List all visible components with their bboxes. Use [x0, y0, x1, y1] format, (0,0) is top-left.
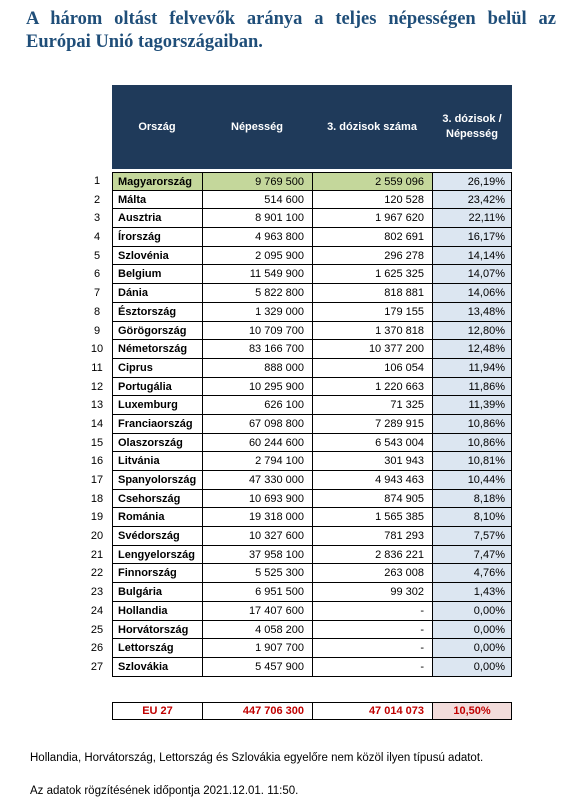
- doses-cell: 874 905: [312, 490, 432, 509]
- table-row: [90, 396, 512, 415]
- country-cell: Olaszország: [112, 434, 202, 453]
- row-index: 22: [90, 567, 104, 580]
- table-row: [93, 265, 512, 284]
- header-country: Ország: [138, 120, 176, 133]
- doses-cell: 2 559 096: [312, 172, 432, 191]
- ratio-cell: 11,39%: [432, 396, 512, 415]
- header-ratio-line2: Népesség: [446, 128, 498, 140]
- total-label: EU 27: [112, 702, 202, 720]
- row-index: 11: [91, 361, 103, 374]
- ratio-cell: 11,94%: [432, 359, 512, 378]
- ratio-cell: 14,07%: [432, 265, 512, 284]
- population-cell: 514 600: [202, 191, 312, 210]
- doses-cell: 99 302: [312, 583, 432, 602]
- doses-cell: 7 289 915: [312, 415, 432, 434]
- country-cell: Spanyolország: [112, 471, 202, 490]
- total-population: 447 706 300: [202, 702, 312, 720]
- row-index: 26: [90, 642, 104, 655]
- table-row: [93, 228, 512, 247]
- row-index: 17: [90, 474, 104, 486]
- doses-cell: 1 220 663: [312, 378, 432, 397]
- doses-cell: -: [312, 621, 432, 640]
- table-row: [90, 602, 512, 621]
- country-cell: Litvánia: [112, 452, 202, 471]
- country-cell: Lengyelország: [112, 546, 202, 565]
- table-row: [93, 322, 512, 341]
- table-row: [90, 434, 512, 453]
- row-index: 21: [90, 548, 104, 561]
- ratio-cell: 13,48%: [432, 303, 512, 322]
- header-ratio: [432, 85, 512, 169]
- table-row: [90, 415, 512, 434]
- table-body: [90, 172, 512, 677]
- country-cell: Málta: [112, 191, 202, 210]
- population-cell: 11 549 900: [202, 265, 312, 284]
- population-cell: 888 000: [202, 359, 312, 378]
- table-row: [93, 191, 512, 210]
- table-header: [112, 85, 512, 169]
- total-ratio: 10,50%: [432, 702, 512, 720]
- row-index: 14: [90, 417, 104, 430]
- population-cell: 83 166 700: [202, 340, 312, 359]
- doses-cell: 1 967 620: [312, 209, 432, 228]
- country-cell: Horvátország: [112, 621, 202, 640]
- country-cell: Hollandia: [112, 602, 202, 621]
- doses-cell: 818 881: [312, 284, 432, 303]
- population-cell: 10 295 900: [202, 378, 312, 397]
- population-cell: 10 327 600: [202, 527, 312, 546]
- table-row: [93, 303, 512, 322]
- table-row: [93, 209, 512, 228]
- table-row: [90, 452, 512, 471]
- doses-cell: 296 278: [312, 247, 432, 266]
- total-doses: 47 014 073: [312, 702, 432, 720]
- ratio-cell: 0,00%: [432, 602, 512, 621]
- table-row: [93, 284, 512, 303]
- row-index: 4: [93, 231, 101, 244]
- ratio-cell: 0,00%: [432, 639, 512, 658]
- table-row: [90, 639, 512, 658]
- population-cell: 10 709 700: [202, 322, 312, 341]
- country-cell: Luxemburg: [112, 396, 202, 415]
- country-cell: Franciaország: [112, 415, 202, 434]
- country-cell: Németország: [112, 340, 202, 359]
- table-row: [90, 583, 512, 602]
- row-index: 2: [93, 193, 101, 206]
- row-index: 7: [93, 287, 101, 300]
- country-cell: Belgium: [112, 265, 202, 284]
- row-index: 8: [93, 305, 101, 318]
- table-row: [90, 508, 512, 527]
- country-cell: Portugália: [112, 378, 202, 397]
- table-row: [93, 247, 512, 266]
- row-index: 20: [90, 530, 104, 543]
- footnote-missing-data: Hollandia, Horvátország, Lettország és Szlovákia egyelőre nem közöl ilyen típusú adatot.: [30, 752, 484, 764]
- table-row: [90, 546, 512, 565]
- country-cell: Ausztria: [112, 209, 202, 228]
- ratio-cell: 10,86%: [432, 434, 512, 453]
- population-cell: 60 244 600: [202, 434, 312, 453]
- country-cell: Görögország: [112, 322, 202, 341]
- country-cell: Románia: [112, 508, 202, 527]
- header-doses: 3. dózisok száma: [327, 120, 417, 133]
- doses-cell: -: [312, 602, 432, 621]
- row-index: 1: [93, 175, 101, 187]
- ratio-cell: 12,48%: [432, 340, 512, 359]
- ratio-cell: 10,44%: [432, 471, 512, 490]
- doses-cell: 802 691: [312, 228, 432, 247]
- row-index: 27: [90, 660, 104, 673]
- ratio-cell: 8,10%: [432, 508, 512, 527]
- population-cell: 5 525 300: [202, 564, 312, 583]
- row-index: 3: [93, 212, 101, 225]
- table-row: [90, 340, 512, 359]
- table-row: [90, 564, 512, 583]
- row-index: 18: [90, 492, 104, 505]
- ratio-cell: 7,57%: [432, 527, 512, 546]
- row-index: 9: [93, 324, 101, 337]
- table-row: [90, 471, 512, 490]
- country-cell: Ciprus: [112, 359, 202, 378]
- ratio-cell: 0,00%: [432, 621, 512, 640]
- population-cell: 37 958 100: [202, 546, 312, 565]
- ratio-cell: 7,47%: [432, 546, 512, 565]
- doses-cell: 263 008: [312, 564, 432, 583]
- ratio-cell: 4,76%: [432, 564, 512, 583]
- population-cell: 626 100: [202, 396, 312, 415]
- row-index: 15: [90, 436, 104, 449]
- ratio-cell: 1,43%: [432, 583, 512, 602]
- doses-cell: 1 370 818: [312, 322, 432, 341]
- population-cell: 2 794 100: [202, 452, 312, 471]
- doses-cell: 10 377 200: [312, 340, 432, 359]
- ratio-cell: 26,19%: [432, 172, 512, 191]
- country-cell: Szlovénia: [112, 247, 202, 266]
- ratio-cell: 12,80%: [432, 322, 512, 341]
- country-cell: Dánia: [112, 284, 202, 303]
- doses-cell: 71 325: [312, 396, 432, 415]
- row-index: 19: [90, 511, 104, 524]
- population-cell: 5 457 900: [202, 658, 312, 677]
- doses-cell: 6 543 004: [312, 434, 432, 453]
- ratio-cell: 22,11%: [432, 209, 512, 228]
- table-row: [90, 378, 512, 397]
- population-cell: 2 095 900: [202, 247, 312, 266]
- population-cell: 1 329 000: [202, 303, 312, 322]
- doses-cell: 4 943 463: [312, 471, 432, 490]
- table-row: [90, 490, 512, 509]
- doses-cell: 120 528: [312, 191, 432, 210]
- country-cell: Bulgária: [112, 583, 202, 602]
- country-cell: Lettország: [112, 639, 202, 658]
- ratio-cell: 14,14%: [432, 247, 512, 266]
- table-row: [90, 658, 512, 677]
- row-index: 12: [90, 380, 104, 393]
- row-index: 23: [90, 586, 104, 599]
- ratio-cell: 10,81%: [432, 452, 512, 471]
- doses-cell: -: [312, 639, 432, 658]
- row-index: 5: [93, 249, 101, 262]
- population-cell: 5 822 800: [202, 284, 312, 303]
- population-cell: 4 058 200: [202, 621, 312, 640]
- population-cell: 17 407 600: [202, 602, 312, 621]
- total-row: [112, 702, 512, 720]
- row-index: 16: [90, 455, 104, 468]
- country-cell: Finnország: [112, 564, 202, 583]
- table-row: [93, 172, 512, 191]
- row-index: 10: [90, 343, 104, 356]
- country-cell: Szlovákia: [112, 658, 202, 677]
- row-index: 13: [90, 399, 104, 412]
- ratio-cell: 8,18%: [432, 490, 512, 509]
- country-cell: Magyarország: [112, 172, 202, 191]
- country-cell: Csehország: [112, 490, 202, 509]
- table-row: [91, 359, 512, 378]
- doses-cell: 2 836 221: [312, 546, 432, 565]
- population-cell: 6 951 500: [202, 583, 312, 602]
- header-ratio-line1: 3. dózisok /: [442, 113, 502, 125]
- ratio-cell: 14,06%: [432, 284, 512, 303]
- doses-cell: 301 943: [312, 452, 432, 471]
- doses-cell: 1 565 385: [312, 508, 432, 527]
- population-cell: 9 769 500: [202, 172, 312, 191]
- ratio-cell: 10,86%: [432, 415, 512, 434]
- row-index: 25: [90, 623, 104, 636]
- population-cell: 8 901 100: [202, 209, 312, 228]
- ratio-cell: 16,17%: [432, 228, 512, 247]
- ratio-cell: 23,42%: [432, 191, 512, 210]
- ratio-cell: 11,86%: [432, 378, 512, 397]
- doses-cell: 1 625 325: [312, 265, 432, 284]
- doses-cell: -: [312, 658, 432, 677]
- doses-cell: 781 293: [312, 527, 432, 546]
- population-cell: 19 318 000: [202, 508, 312, 527]
- doses-cell: 179 155: [312, 303, 432, 322]
- page-title: A három oltást felvevők aránya a teljes népességen belül az Európai Unió tagországaiban.: [26, 9, 556, 52]
- doses-cell: 106 054: [312, 359, 432, 378]
- population-cell: 67 098 800: [202, 415, 312, 434]
- footnote-timestamp: Az adatok rögzítésének időpontja 2021.12.01. 11:50.: [30, 785, 299, 797]
- population-cell: 1 907 700: [202, 639, 312, 658]
- country-cell: Észtország: [112, 303, 202, 322]
- row-index: 24: [90, 604, 104, 617]
- country-cell: Írország: [112, 228, 202, 247]
- table-row: [90, 527, 512, 546]
- row-index: 6: [93, 268, 101, 281]
- population-cell: 10 693 900: [202, 490, 312, 509]
- population-cell: 47 330 000: [202, 471, 312, 490]
- country-cell: Svédország: [112, 527, 202, 546]
- table-row: [90, 621, 512, 640]
- header-population: Népesség: [231, 120, 283, 133]
- ratio-cell: 0,00%: [432, 658, 512, 677]
- population-cell: 4 963 800: [202, 228, 312, 247]
